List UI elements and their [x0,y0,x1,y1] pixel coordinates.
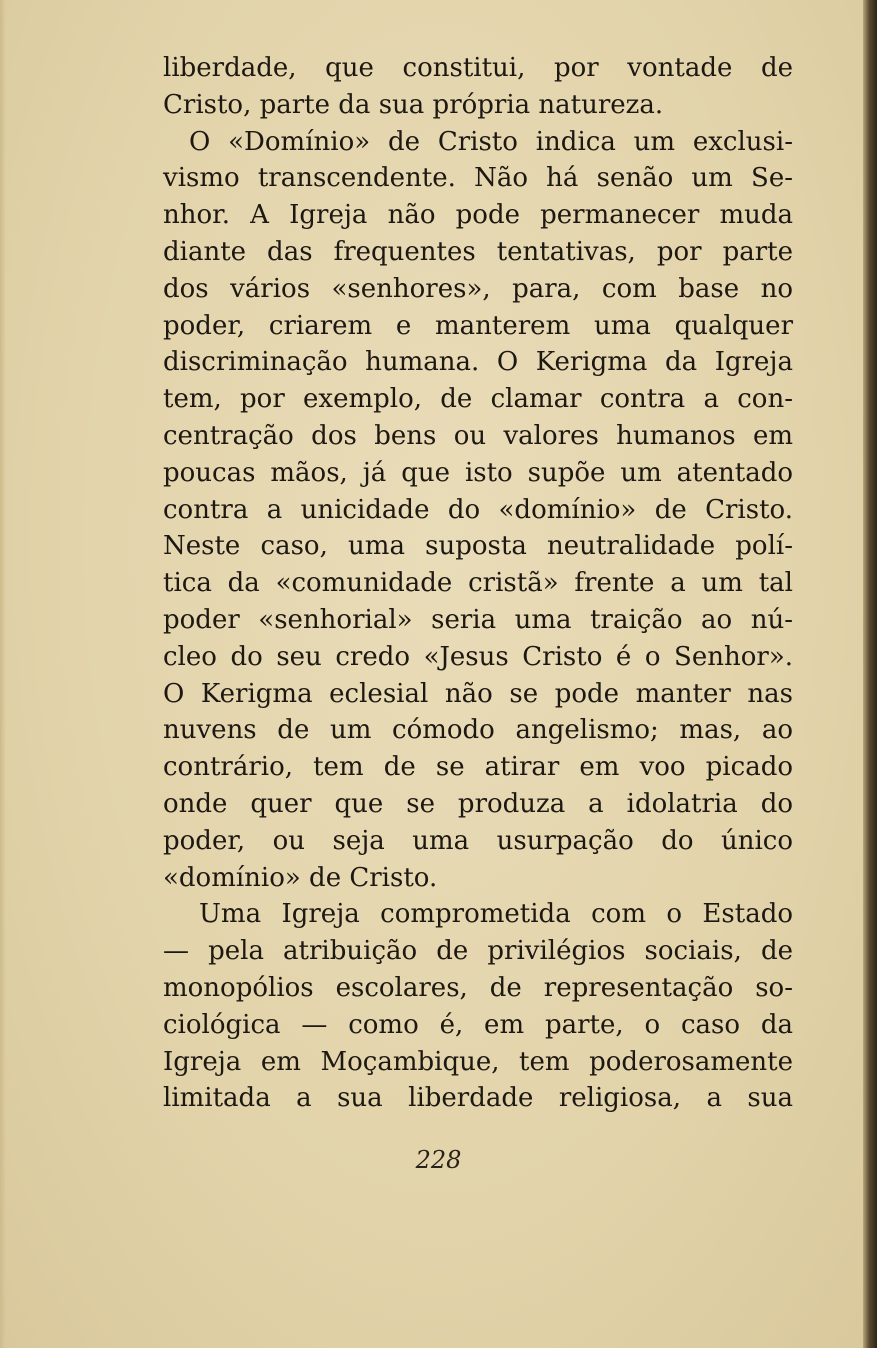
text-line: nhor. A Igreja não pode permanecer muda [163,200,793,231]
text-line: tica da «comunidade cristã» frente a um tal [163,568,793,599]
text-line: dos vários «senhores», para, com base no [163,273,793,304]
text-line: diante das frequentes tentativas, por parte [163,236,793,267]
text-line: poder, ou seja uma usurpação do único [163,825,793,856]
text-line: cleo do seu credo «Jesus Cristo é o Senhor». [163,641,793,672]
text-line: nuvens de um cómodo angelismo; mas, ao [163,715,793,746]
text-line: Igreja em Moçambique, tem poderosamente [163,1046,793,1077]
text-line: ciológica — como é, em parte, o caso da [163,1009,793,1040]
text-line: contrário, tem de se atirar em voo picado [163,752,793,783]
text-line: poder, criarem e manterem uma qualquer [163,310,793,341]
text-line: «domínio» de Cristo. [163,862,438,893]
text-line: vismo transcendente. Não há senão um Se- [163,163,793,194]
page-number: 228 [415,1146,462,1174]
text-line: O Kerigma eclesial não se pode manter nas [163,678,793,709]
body-text [163,50,793,1117]
text-line: poder «senhorial» seria uma traição ao nú- [163,604,793,635]
text-line: discriminação humana. O Kerigma da Igreja [163,347,793,378]
text-line: centração dos bens ou valores humanos em [163,420,793,451]
text-line: liberdade, que constitui, por vontade de [163,53,793,83]
text-line: Cristo, parte da sua própria natureza. [163,89,664,120]
text-line: monopólios escolares, de representação so- [163,972,793,1003]
text-line: Neste caso, uma suposta neutralidade polí- [163,531,793,562]
text-line: contra a unicidade do «domínio» de Cristo. [163,494,793,525]
text-line: limitada a sua liberdade religiosa, a sua [163,1083,793,1114]
text-line: O «Domínio» de Cristo indica um exclusi- [189,126,793,157]
text-line: — pela atribuição de privilégios sociais, de [163,936,793,967]
text-line: tem, por exemplo, de clamar contra a con- [163,384,793,415]
text-line: Uma Igreja comprometida com o Estado [199,899,793,930]
text-line: onde quer que se produza a idolatria do [163,788,793,819]
text-line: poucas mãos, já que isto supõe um atentado [163,457,793,488]
